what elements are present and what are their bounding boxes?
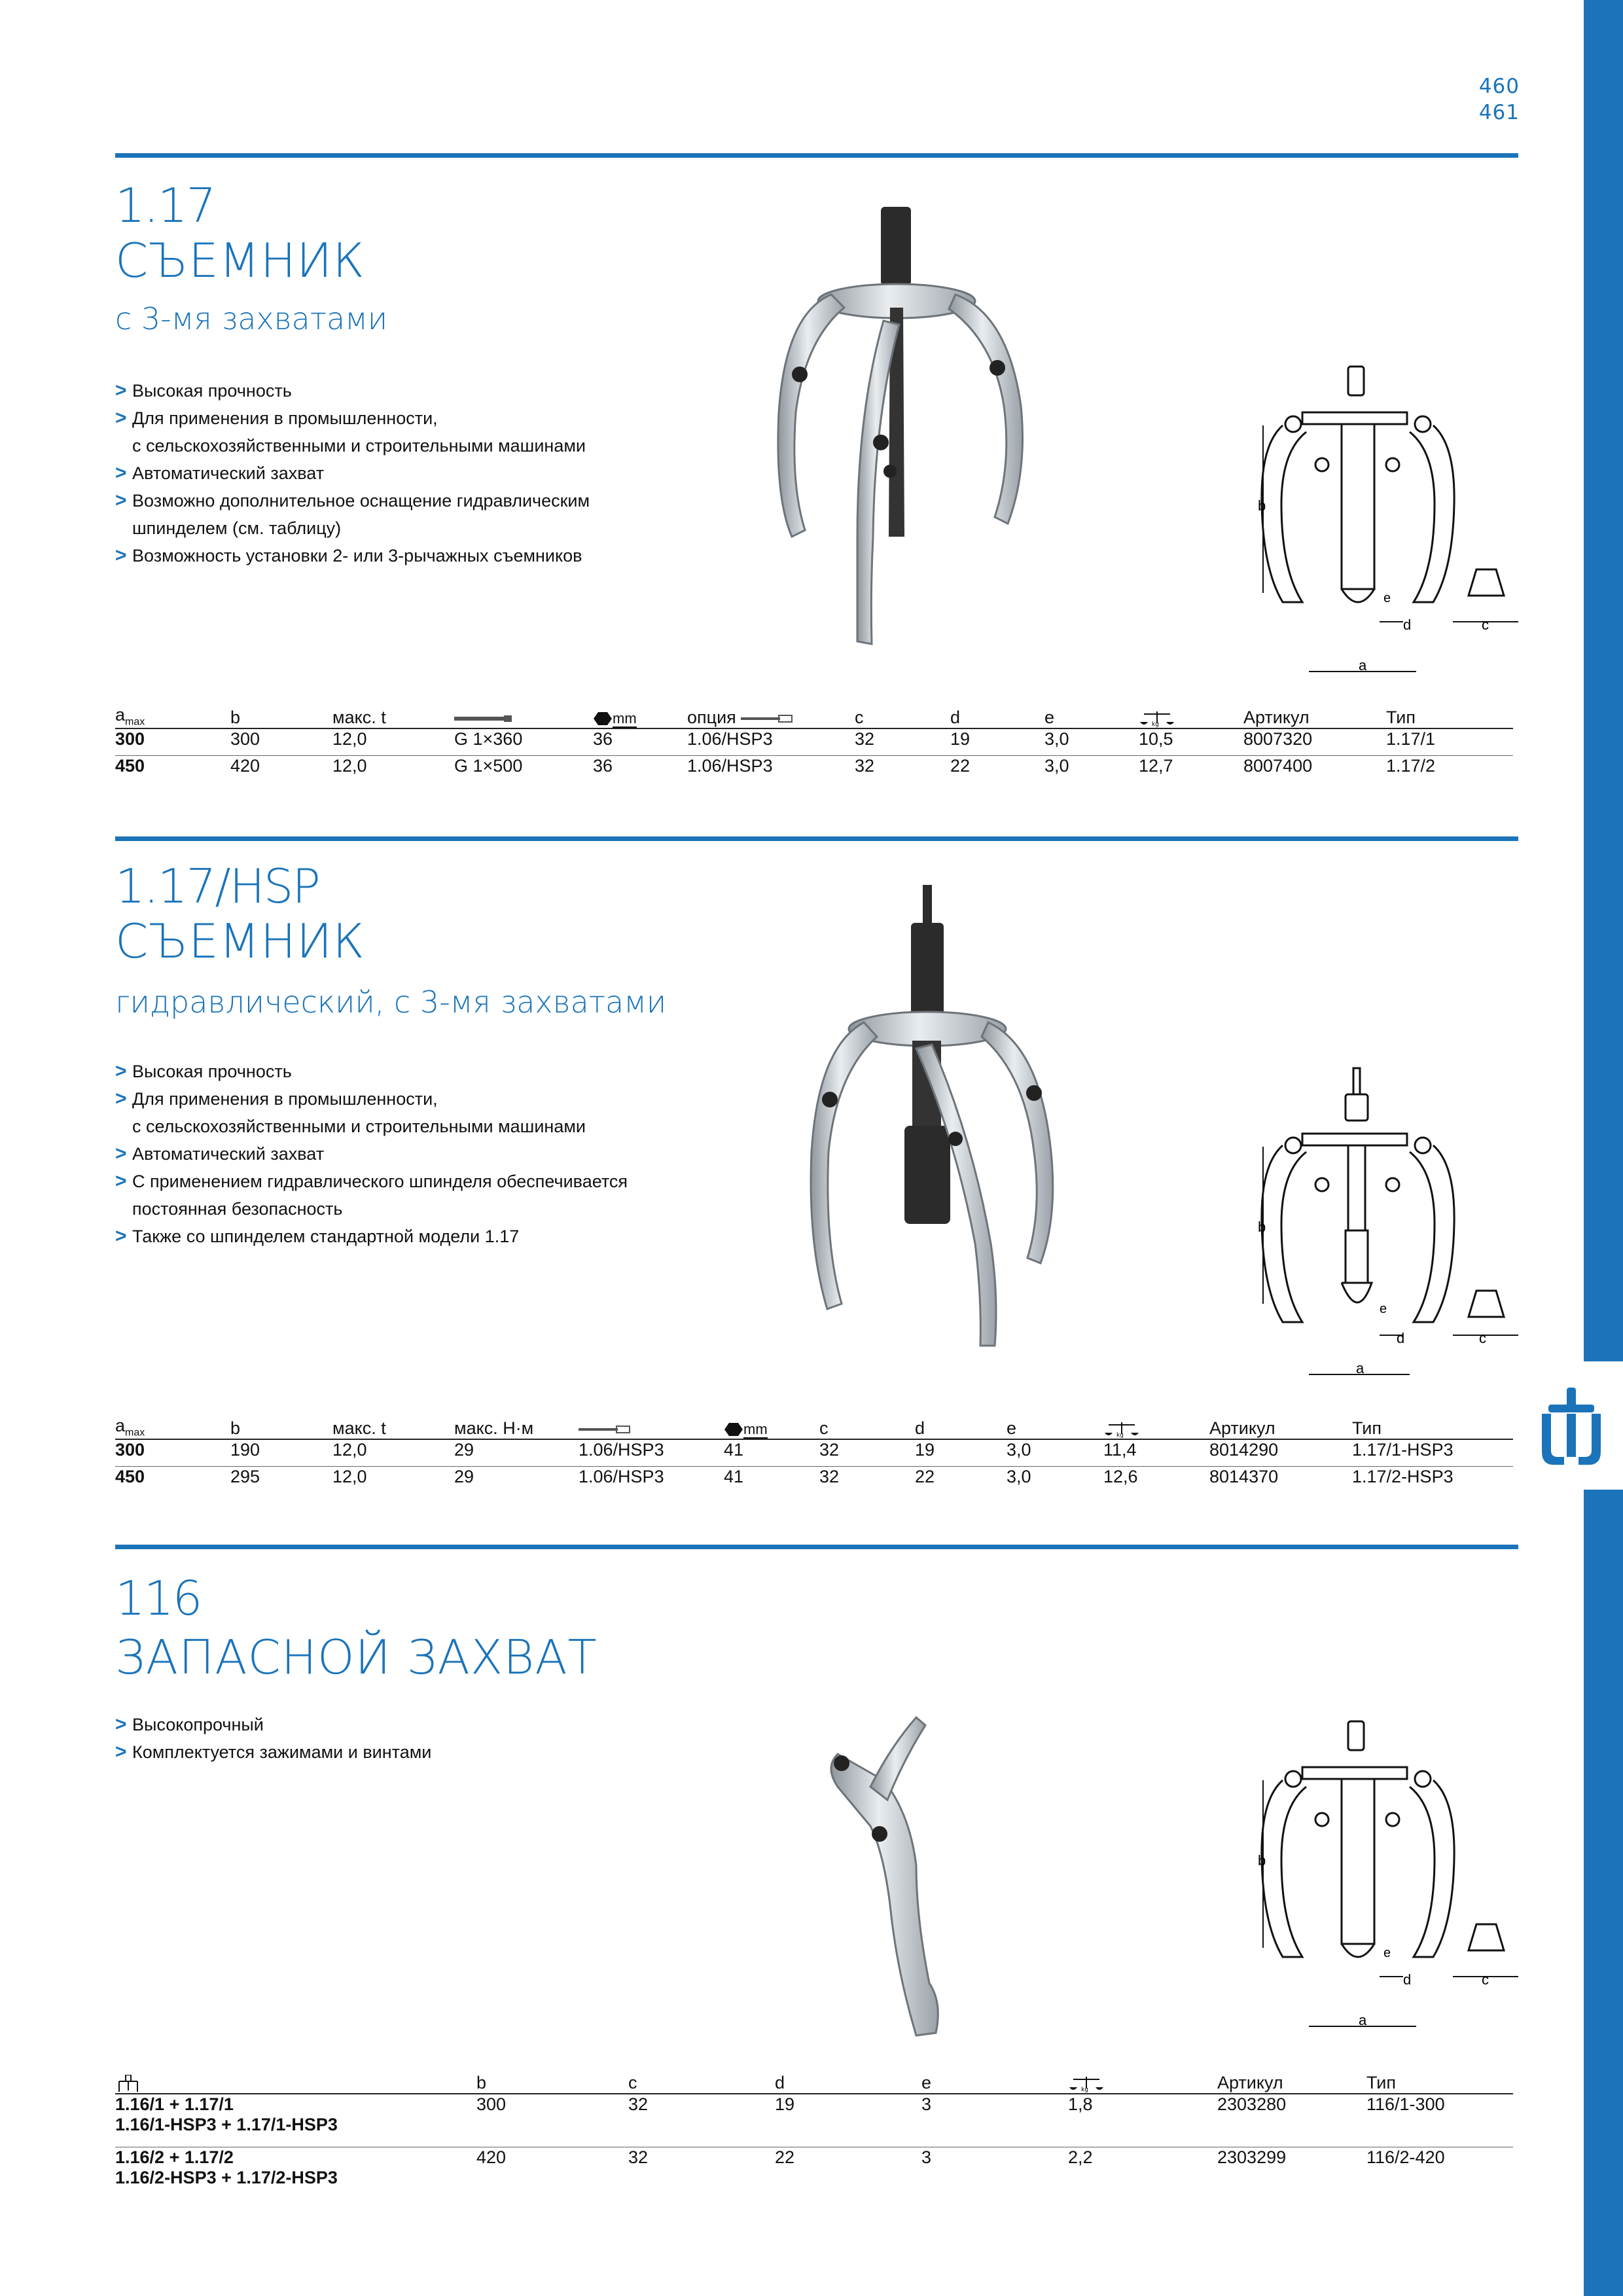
dim-b-label: b [1258, 1219, 1266, 1235]
spindle-icon [454, 714, 513, 723]
dim-c-label: c [1482, 1971, 1489, 1988]
table-row: 450 295 12,0 29 1.06/HSP3 41 32 22 3,0 12,6 8014370 1.17/2-HSP3 [115, 1467, 1454, 1486]
feature-item: > Высокопрочный [115, 1711, 431, 1738]
col-max-t-header: макс. t [332, 702, 454, 728]
dim-a-label: a [1356, 1360, 1364, 1376]
col-combo-header [115, 2067, 476, 2094]
dim-c-label: c [1482, 617, 1489, 633]
svg-text:kg: kg [1081, 2086, 1088, 2092]
bullet-arrow-icon: > [115, 1713, 127, 1735]
dim-b-label: b [1258, 497, 1266, 514]
spec-table [115, 2067, 1513, 2200]
page-number-right: 461 [1478, 101, 1520, 124]
col-article-header: Артикул [1217, 2067, 1366, 2094]
col-b-header: b [476, 2067, 628, 2094]
table-header-row [115, 1412, 1513, 1439]
feature-item: > Автоматический захват [115, 1140, 628, 1168]
col-hex-header: mm [724, 1412, 819, 1439]
page-number-left: 460 [1478, 75, 1520, 98]
col-c-header: c [628, 2067, 775, 2094]
dim-e-label: e [1383, 591, 1391, 605]
section-subtitle: гидравлический, с 3-мя захватами [115, 984, 667, 1020]
section-divider [115, 1545, 1518, 1549]
svg-text:kg: kg [1152, 721, 1159, 727]
bullet-arrow-icon: > [115, 1088, 127, 1109]
col-max-t-header: макс. t [332, 1412, 454, 1439]
bullet-arrow-icon: > [115, 545, 127, 566]
col-type-header: Тип [1352, 1412, 1513, 1439]
spec-table [115, 1412, 1513, 1493]
dim-d-label: d [1403, 617, 1412, 633]
bullet-arrow-icon: > [115, 407, 127, 429]
col-weight-header [1068, 2067, 1217, 2094]
col-weight-header [1103, 1412, 1209, 1439]
feature-item: > Для применения в промышленности, с сельскохозяйственными и строительными машинами [115, 404, 590, 459]
col-thread-header [454, 702, 593, 728]
col-torque-header: макс. Н·м [454, 1412, 579, 1439]
feature-list [115, 1058, 628, 1250]
technical-drawing [1243, 353, 1531, 681]
section-title: ЗАПАСНОЙ ЗАХВАТ [115, 1630, 597, 1685]
svg-text:kg: kg [1116, 1431, 1124, 1438]
col-weight-header [1139, 702, 1243, 728]
section-number: 116 [115, 1571, 202, 1626]
dim-a-label: a [1359, 2012, 1367, 2028]
section-divider [115, 153, 1518, 158]
technical-drawing [1243, 1708, 1531, 2036]
dim-a-label: a [1359, 657, 1367, 673]
spare-jaw-photo [812, 1708, 969, 2049]
section-title: СЪЕМНИК [115, 914, 365, 969]
scale-weight-icon [1068, 2075, 1105, 2092]
col-d-header: d [915, 1412, 1007, 1439]
hex-wrench-icon [593, 711, 613, 726]
col-c-header: c [855, 702, 950, 728]
dim-e-label: e [1380, 1302, 1387, 1316]
technical-drawing [1243, 1060, 1531, 1388]
three-jaw-puller-photo [759, 196, 1099, 655]
feature-item: > Высокая прочность [115, 1058, 628, 1085]
feature-item: > Комплектуется зажимами и винтами [115, 1738, 431, 1766]
side-color-bar [1584, 0, 1623, 2296]
feature-item: > Возможно дополнительное оснащение гидравлическим шпинделем (см. таблицу) [115, 487, 590, 542]
dim-d-label: d [1403, 1971, 1412, 1988]
feature-item: > Возможность установки 2- или 3-рычажных съемников [115, 542, 590, 569]
table-header-row [115, 702, 1513, 728]
bullet-arrow-icon: > [115, 1170, 127, 1192]
feature-list [115, 377, 590, 569]
hydraulic-spindle-icon [579, 1426, 631, 1433]
dim-e-label: e [1383, 1946, 1391, 1960]
col-option-header: опция [687, 702, 855, 728]
col-e-header: e [1007, 1412, 1103, 1439]
table-row: 450 420 12,0 G 1×500 36 1.06/HSP3 32 22 3,0 12,7 8007400 1.17/2 [115, 756, 1436, 776]
hex-wrench-icon [724, 1422, 743, 1437]
col-b-header: b [230, 1412, 332, 1439]
scale-weight-icon [1103, 1421, 1140, 1438]
bullet-arrow-icon: > [115, 380, 127, 401]
col-spindle-header [579, 1412, 724, 1439]
col-a-header: $a_{max}$ [115, 1412, 230, 1439]
bullet-arrow-icon: > [115, 1060, 127, 1082]
table-row: 1.16/2 + 1.17/2 1.16/2-HSP3 + 1.17/2-HSP3 420 32 22 3 2,2 2303299 116/2-420 [115, 2147, 1445, 2187]
page-numbers [1479, 73, 1520, 126]
spec-table [115, 702, 1513, 782]
hydraulic-spindle-icon [741, 715, 793, 723]
col-type-header: Тип [1386, 702, 1513, 728]
scale-weight-icon [1139, 710, 1175, 727]
bullet-arrow-icon: > [115, 1225, 127, 1247]
col-hex-header: mm [593, 702, 687, 728]
puller-combo-icon [115, 2075, 141, 2093]
table-row: 300 300 12,0 G 1×360 36 1.06/HSP3 32 19 3,0 10,5 8007320 1.17/1 [115, 728, 1513, 756]
table-row: 1.16/1 + 1.17/1 1.16/1-HSP3 + 1.17/1-HSP3 300 32 19 3 1,8 2303280 116/1-300 [115, 2094, 1513, 2147]
table-header-row [115, 2067, 1513, 2094]
col-d-header: d [775, 2067, 921, 2094]
section-number: 1.17 [115, 178, 215, 233]
col-c-header: c [819, 1412, 915, 1439]
col-b-header: b [230, 702, 332, 728]
section-number: 1.17/HSP [115, 859, 319, 914]
bullet-arrow-icon: > [115, 462, 127, 484]
col-a-header: $a_{max}$ [115, 702, 230, 728]
hydraulic-puller-photo [759, 877, 1099, 1374]
col-e-header: e [921, 2067, 1068, 2094]
bullet-arrow-icon: > [115, 490, 127, 511]
bullet-arrow-icon: > [115, 1741, 127, 1763]
feature-item: > Автоматический захват [115, 459, 590, 487]
col-d-header: d [950, 702, 1044, 728]
feature-item: > С применением гидравлического шпинделя обеспечивается постоянная безопасность [115, 1168, 628, 1223]
dim-c-label: c [1479, 1330, 1486, 1346]
col-article-header: Артикул [1243, 702, 1386, 728]
col-type-header: Тип [1366, 2067, 1513, 2094]
col-article-header: Артикул [1209, 1412, 1352, 1439]
table-row: 300 190 12,0 29 1.06/HSP3 41 32 19 3,0 11,4 8014290 1.17/1-HSP3 [115, 1439, 1513, 1467]
section-divider [115, 836, 1518, 841]
section-subtitle: с 3-мя захватами [115, 301, 388, 336]
feature-item: > Для применения в промышленности, с сельскохозяйственными и строительными машинами [115, 1085, 628, 1140]
section-title: СЪЕМНИК [115, 233, 365, 288]
dim-b-label: b [1258, 1852, 1266, 1869]
brand-logo-icon [1535, 1388, 1607, 1466]
feature-item: > Также со шпинделем стандартной модели 1.17 [115, 1223, 628, 1250]
dim-d-label: d [1397, 1330, 1405, 1346]
feature-list [115, 1711, 431, 1766]
bullet-arrow-icon: > [115, 1143, 127, 1164]
col-e-header: e [1044, 702, 1139, 728]
feature-item: > Высокая прочность [115, 377, 590, 404]
